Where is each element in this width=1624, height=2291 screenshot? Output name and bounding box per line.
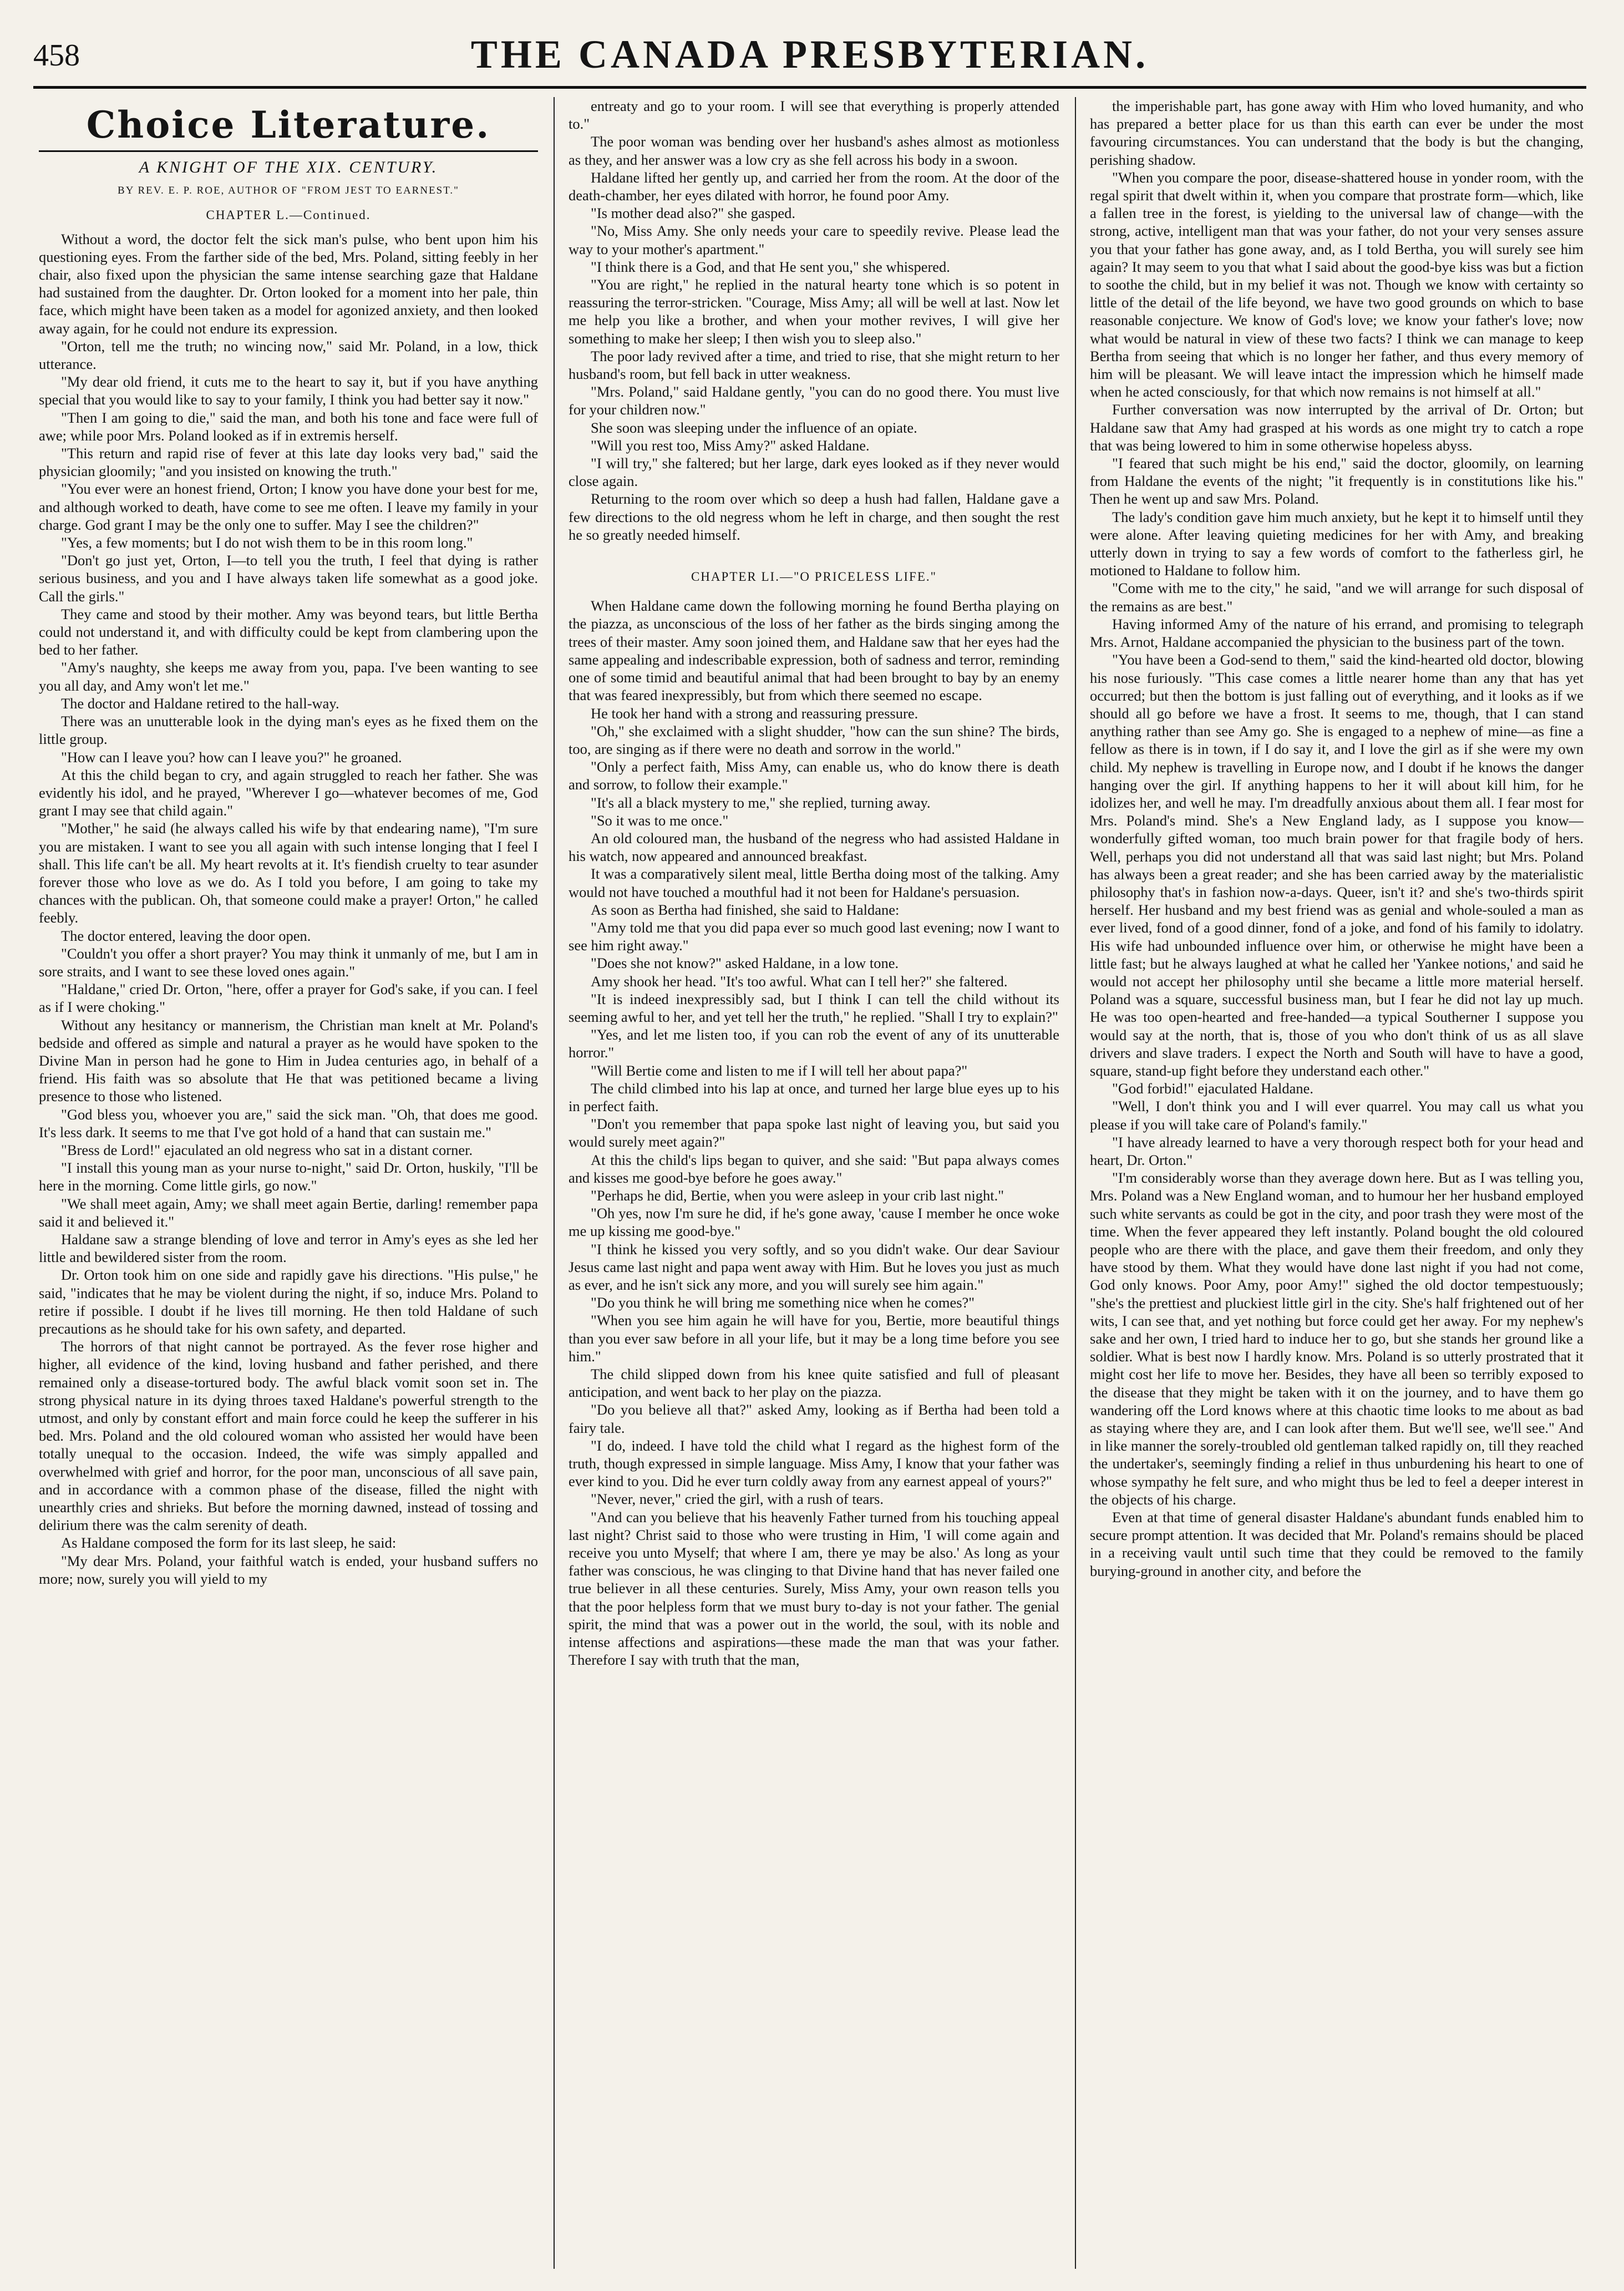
paragraph: "You are right," he replied in the natural hearty tone which is so potent in reassuring the terror-stricken. "Courage, Miss Amy; all will be well at last. Now let me help you like a brother, and when your mother revives, I will give her something to make her sleep; I then wish you to sleep also.": [569, 276, 1059, 347]
paragraphs-col3: [1090, 97, 1584, 1580]
section-title: Choice Literature.: [86, 103, 491, 146]
paragraph: At this the child's lips began to quiver, and she said: "But papa always comes and kisses me good-bye before he goes away.": [569, 1151, 1059, 1186]
paragraph: "Does she not know?" asked Haldane, in a low tone.: [591, 955, 899, 972]
paragraph: When Haldane came down the following morning he found Bertha playing on the piazza, as unconscious of the loss of her father as the birds singing among the trees of their master. Amy soon joined them, and Haldane saw that her eyes had the same appealing and indescribable expression, both of sadness and terror, reminding one of some timid and beautiful animal that had been brought to bay by an enemy that was feared inexpressibly, but from which there seemed no escape.: [569, 597, 1059, 704]
paragraph: She soon was sleeping under the influence of an opiate.: [591, 419, 917, 436]
paragraph: "How can I leave you? how can I leave you?" he groaned.: [61, 748, 402, 766]
paragraph: An old coloured man, the husband of the negress who had assisted Haldane in his watch, now appeared and announced breakfast.: [569, 829, 1059, 865]
paragraph: "It is indeed inexpressibly sad, but I think I can tell the child without its seeming awful to her, and yet tell her the truth," he replied. "Shall I try to explain?": [569, 990, 1059, 1025]
chapter-heading: CHAPTER LI.—"O PRICELESS LIFE.": [691, 570, 937, 584]
paragraph: "Couldn't you offer a short prayer? You may think it unmanly of me, but I am in sore straits, and I want to see these loved ones again.": [39, 945, 538, 980]
paragraph: They came and stood by their mother. Amy was beyond tears, but little Bertha could not understand it, and with difficulty could be kept from clambering upon the bed to her father.: [39, 605, 538, 658]
paragraph: "Mother," he said (he always called his wife by that endearing name), "I'm sure you are mistaken. I want to see you all again with such intense longing that I feel I shall. This life can't be all. My heart revolts at it. It's fiendish cruelty to tear asunder forever those who love as we do. As I told you before, I am going to take my chances with the publican. Oh, that someone could make a prayer! Orton," he called feebly.: [39, 820, 538, 926]
paragraph: the imperishable part, has gone away with Him who loved humanity, and who has prepared a better place for us than this earth can ever be under the most favouring circumstances. You can understand that the body is but the changing, perishing shadow.: [1090, 98, 1584, 168]
paragraph: "I install this young man as your nurse to-night," said Dr. Orton, huskily, "I'll be here in the morning. Come little girls, go now.": [39, 1159, 538, 1194]
paragraph: "God forbid!" ejaculated Haldane.: [1112, 1080, 1314, 1097]
paragraphs-col1: [39, 230, 538, 1588]
paragraph: "Then I am going to die," said the man, and both his tone and face were full of awe; while poor Mrs. Poland looked as if in extremis herself.: [39, 409, 538, 444]
paragraph: "Will Bertie come and listen to me if I will tell her about papa?": [591, 1062, 968, 1079]
column-1: [39, 97, 538, 2269]
paragraph: The horrors of that night cannot be portrayed. As the fever rose higher and higher, all evidence of the kind, loving husband and father perished, and there remained only a disease-tortured body. The awful black vomit soon set in. The strong physical nature in its dying throes taxed Haldane's powerful strength to the utmost, and only by constant effort and main force could he keep the sufferer in his bed. Mrs. Poland and the old coloured woman who assisted her would have been totally unequal to the occasion. Indeed, the wife was simply appalled and overwhelmed with grief and horror, for the poor man, unconscious of all save pain, and in accordance with a common phase of the disease, filled the night with unearthly cries and shrieks. But before the morning dawned, instead of tossing and delirium there was the calm serenity of death.: [39, 1338, 538, 1534]
paragraph: "Oh yes, now I'm sure he did, if he's gone away, 'cause I member he once woke me up kissing me good-bye.": [569, 1205, 1059, 1240]
paragraph: As Haldane composed the form for its last sleep, he said:: [61, 1534, 397, 1552]
paragraph: "When you see him again he will have for you, Bertie, more beautiful things than you ever saw before in all your life, but it may be a long time before you see him.": [569, 1312, 1059, 1365]
paragraph: "When you compare the poor, disease-shattered house in yonder room, with the regal spirit that dwelt within it, when you compare that prostrate form—which, like a fallen tree in the forest, is yielding to the universal law of change—with the strong, active, intelligent man that was your father, do not your very senses assure you that your father has gone away, and, as I told Bertha, you will surely see him again? It may seem to you that what I said about the good-bye kiss was but a fiction to soothe the child, but in my belief it was not. Though we know with certainty so little of the detail of the life beyond, we have two good grounds on which to base reasonable conjecture. We know of God's love; we know your father's love; now what would be natural in view of these two facts? I think we can manage to keep Bertha from seeing that which is no longer her father, and thus every memory of him will be pleasant. We will leave intact the impression which he himself made when he acted consciously, for that which now remains is not himself at all.": [1090, 169, 1584, 401]
paragraph: He took her hand with a strong and reassuring pressure.: [591, 704, 918, 722]
paragraph: "You ever were an honest friend, Orton; I know you have done your best for me, and although worked to death, have come to see me often. I leave my family in your charge. God grant I may be the only one to suffer. May I see the children?": [39, 480, 538, 533]
paragraph: "Yes, and let me listen too, if you can rob the event of any of its unutterable horror.": [569, 1026, 1059, 1061]
title-divider: [39, 150, 538, 152]
paragraph: Having informed Amy of the nature of his errand, and promising to telegraph Mrs. Arnot, Haldane accompanied the physician to the business part of the town.: [1090, 615, 1584, 651]
column-3: [1090, 97, 1584, 2269]
chapter-heading: CHAPTER L.—Continued.: [206, 208, 371, 222]
paragraph: Without any hesitancy or mannerism, the Christian man knelt at Mr. Poland's bedside and offered as simple and natural a prayer as he would have spoken to the Divine Man in person had he gone to Him in Judea centuries ago, in behalf of a friend. His faith was so absolute that He that was petitioned became a living presence to those who listened.: [39, 1016, 538, 1105]
paragraph: "So it was to me once.": [591, 812, 729, 829]
paragraph: "Orton, tell me the truth; no wincing now," said Mr. Poland, in a low, thick utterance.: [39, 337, 538, 373]
newspaper-title: THE CANADA PRESBYTERIAN.: [470, 32, 1149, 77]
paragraph: There was an unutterable look in the dying man's eyes as he fixed them on the little group.: [39, 713, 538, 748]
paragraph: "My dear Mrs. Poland, your faithful watch is ended, your husband suffers no more; now, surely you will yield to my: [39, 1552, 538, 1587]
story-byline: BY REV. E. P. ROE, AUTHOR OF "FROM JEST TO EARNEST.": [118, 185, 459, 197]
paragraph: Dr. Orton took him on one side and rapidly gave his directions. "His pulse," he said, "indicates that he may be violent during the night, if so, induce Mrs. Poland to retire if possible. I doubt if he lives till morning. He then told Haldane of such precautions as he should take for his own safety, and departed.: [39, 1266, 538, 1337]
column-divider: [554, 97, 555, 2269]
paragraph: At this the child began to cry, and again struggled to reach her father. She was evidently his idol, and he prayed, "Wherever I go—whatever becomes of me, God grant I may see that child again.": [39, 766, 538, 819]
paragraph: "And can you believe that his heavenly Father turned from his touching appeal last night? Christ said to those who were trusting in Him, 'I will come again and receive you unto Myself; that where I am, there ye may be also.' As long as your father was conscious, he was clinging to that Divine hand that has never failed one true believer in all these centuries. Surely, Miss Amy, your own reason tells you that the poor helpless form that we must bury to-day is not your father. The genial spirit, the mind that was a power out in the world, the soul, with its noble and intense affections and aspirations—these made the man that was your father. Therefore I say with truth that the man,: [569, 1508, 1059, 1669]
article-columns: [33, 97, 1586, 2269]
paragraph: The doctor and Haldane retired to the hall-way.: [61, 695, 339, 712]
paragraph: "Haldane," cried Dr. Orton, "here, offer a prayer for God's sake, if you can. I feel as if I were choking.": [39, 981, 538, 1016]
paragraph: "Oh," she exclaimed with a slight shudder, "how can the sun shine? The birds, too, are singing as if there were no death and sorrow in the world.": [569, 722, 1059, 757]
paragraph: The poor woman was bending over her husband's ashes almost as motionless as they, and her answer was a low cry as she fell across his body in a swoon.: [569, 133, 1059, 168]
paragraph: The lady's condition gave him much anxiety, but he kept it to himself until they were alone. After leaving quieting medicines for her with Amy, and breaking utterly down in trying to say a few words of comfort to the fatherless girl, he motioned to Haldane to follow him.: [1090, 508, 1584, 579]
paragraph: "Don't go just yet, Orton, I—to tell you the truth, I feel that dying is rather serious business, and you and I have always taken life somewhat as a good joke. Call the girls.": [39, 552, 538, 605]
paragraph: "My dear old friend, it cuts me to the heart to say it, but if you have anything special that you would like to say to your family, I think you had better say it now.": [39, 373, 538, 408]
paragraph: "Perhaps he did, Bertie, when you were asleep in your crib last night.": [591, 1187, 1004, 1204]
paragraphs-col2a: [569, 97, 1059, 544]
paragraph: "I will try," she faltered; but her large, dark eyes looked as if they never would close again.: [569, 455, 1059, 490]
paragraph: "Do you believe all that?" asked Amy, looking as if Bertha had been told a fairy tale.: [569, 1401, 1059, 1436]
paragraph: "I have already learned to have a very thorough respect both for your head and heart, Dr. Orton.": [1090, 1133, 1584, 1168]
paragraph: "Well, I don't think you and I will ever quarrel. You may call us what you please if you will take care of Poland's family.": [1090, 1098, 1584, 1133]
paragraph: The child climbed into his lap at once, and turned her large blue eyes up to his in perfect faith.: [569, 1079, 1059, 1114]
paragraph: Without a word, the doctor felt the sick man's pulse, who bent upon him his questioning eyes. From the farther side of the bed, Mrs. Poland, sitting feebly in her chair, also fixed upon the physician the same intense searching gaze that Haldane had sustained from the daughter. Dr. Orton looked for a moment into her pale, thin face, which might have been taken as a model for agonized anxiety, and then looked away again, for he could not endure its expression.: [39, 230, 538, 337]
paragraph: Even at that time of general disaster Haldane's abundant funds enabled him to secure prompt attention. It was decided that Mr. Poland's remains should be placed in a receiving vault until such time that they could be removed to the family burying-ground in another city, and before the: [1090, 1509, 1584, 1579]
paragraph: Further conversation was now interrupted by the arrival of Dr. Orton; but Haldane saw that Amy had grasped at his words as one might try to catch a rope that was being lowered to him in some otherwise hopeless abyss.: [1090, 401, 1584, 454]
paragraph: "I do, indeed. I have told the child what I regard as the highest form of the truth, though expressed in simple language. Miss Amy, I know that your father was ever kind to you. Did he ever turn coldly away from any earnest appeal of yours?": [569, 1437, 1059, 1490]
paragraph: "Bress de Lord!" ejaculated an old negress who sat in a distant corner.: [61, 1141, 473, 1158]
paragraph: Returning to the room over which so deep a hush had fallen, Haldane gave a few directions to the old negress whom he left in charge, and then sought the rest he so greatly needed himself.: [569, 490, 1059, 543]
paragraph: As soon as Bertha had finished, she said to Haldane:: [591, 901, 900, 918]
paragraph: "This return and rapid rise of fever at this late day looks very bad," said the physician gloomily; "and you insisted on knowing the truth.": [39, 445, 538, 480]
page-header: [33, 25, 1586, 89]
paragraph: "Don't you remember that papa spoke last night of leaving you, but said you would surely meet again?": [569, 1116, 1059, 1150]
paragraph: "Mrs. Poland," said Haldane gently, "you can do no good there. You must live for your children now.": [569, 383, 1059, 418]
paragraph: Amy shook her head. "It's too awful. What can I tell her?" she faltered.: [591, 972, 1008, 990]
paragraph: "It's all a black mystery to me," she replied, turning away.: [591, 794, 931, 811]
paragraph: "Yes, a few moments; but I do not wish them to be in this room long.": [61, 534, 473, 551]
paragraph: "Amy's naughty, she keeps me away from you, papa. I've been wanting to see you all day, and Amy won't let me.": [39, 659, 538, 694]
paragraph: "I think there is a God, and that He sent you," she whispered.: [591, 258, 950, 275]
paragraph: "Will you rest too, Miss Amy?" asked Haldane.: [591, 437, 870, 454]
paragraph: entreaty and go to your room. I will see that everything is properly attended to.": [569, 98, 1059, 133]
paragraph: Haldane lifted her gently up, and carried her from the room. At the door of the death-chamber, her eyes dilated with horror, he found poor Amy.: [569, 169, 1059, 204]
paragraph: "I think he kissed you very softly, and so you didn't wake. Our dear Saviour Jesus came last night and papa went away with Him. But he loves you just as much as ever, and he isn't sick any more, and you will surely see him again.": [569, 1240, 1059, 1293]
paragraph: "Only a perfect faith, Miss Amy, can enable us, who do know there is death and sorrow, to follow their example.": [569, 758, 1059, 793]
paragraph: "We shall meet again, Amy; we shall meet again Bertie, darling! remember papa said it and believed it.": [39, 1195, 538, 1230]
paragraph: The doctor entered, leaving the door open.: [61, 927, 311, 944]
paragraph: "Do you think he will bring me something nice when he comes?": [591, 1294, 975, 1311]
paragraph: It was a comparatively silent meal, little Bertha doing most of the talking. Amy would not have touched a mouthful had it not been for Haldane's persuasion.: [569, 865, 1059, 900]
paragraph: "Never, never," cried the girl, with a rush of tears.: [591, 1491, 884, 1508]
paragraph: "Come with me to the city," he said, "and we will arrange for such disposal of the remains as are best.": [1090, 580, 1584, 615]
paragraph: "You have been a God-send to them," said the kind-hearted old doctor, blowing his nose furiously. "This case comes a little nearer home than any that has yet occurred; but then the bottom is just falling out of everything, and it looks as if we should all go before we have a frost. It seems to me, though, that I can stand anything rather than see Amy go. She is engaged to a nephew of mine—as fine a fellow as there is in town, if I do say it, and I love the girl as if she were my own child. My nephew is travelling in Europe now, and I doubt if he knows the danger hanging over the girl. If anything happens to her it will about kill him, for he idolizes her, and well he may. I'm dreadfully anxious about them all. I fear most for Mrs. Poland's mind. She's a New England lady, as I suppose you know—wonderfully gifted woman, too much brain power for that fragile body of hers. Well, perhaps you did not understand all that was said last night; but Mrs. Poland has always been a great reader; and she has been carried away by the materialistic philosophy that's in fashion now-a-days. Queer, isn't it? and she's two-thirds spirit herself. Her husband and my best friend was as genial and whole-souled a man as ever lived, fond of a good dinner, fond of a joke, and fond of his family to idolatry. His wife had unbounded influence over him, or otherwise he might have been a little fast; but he always laughed at what he called her 'Yankee notions,' and said he would not accept her philosophy until she became a little more material herself. Poland was a square, successful business man, but I fear he did not lay up much. He was too open-hearted and free-handed—a typical Southerner I suppose you would say at the north, that is, those of you who don't think of us as all slave drivers and slave traders. I expect the North and South will have to have a good, square, stand-up fight before they understand each other.": [1090, 651, 1584, 1079]
story-title: A KNIGHT OF THE XIX. CENTURY.: [139, 158, 438, 176]
paragraph: "Is mother dead also?" she gasped.: [591, 205, 795, 222]
column-divider: [1075, 97, 1076, 2269]
column-2: [569, 97, 1059, 2269]
paragraph: "Amy told me that you did papa ever so much good last evening; now I want to see him right away.": [569, 919, 1059, 954]
paragraph: "I feared that such might be his end," said the doctor, gloomily, on learning from Haldane the events of the night; "it frequently is in constitutions like his." Then he went up and saw Mrs. Poland.: [1090, 455, 1584, 508]
paragraph: Haldane saw a strange blending of love and terror in Amy's eyes as she led her little and bewildered sister from the room.: [39, 1230, 538, 1266]
paragraph: "God bless you, whoever you are," said the sick man. "Oh, that does me good. It's less dark. It seems to me that I've got hold of a hand that can sustain me.": [39, 1106, 538, 1141]
paragraph: The child slipped down from his knee quite satisfied and full of pleasant anticipation, and went back to her play on the piazza.: [569, 1366, 1059, 1401]
paragraph: The poor lady revived after a time, and tried to rise, that she might return to her husband's room, but fell back in utter weakness.: [569, 347, 1059, 383]
paragraph: "No, Miss Amy. She only needs your care to speedily revive. Please lead the way to your mother's apartment.": [569, 222, 1059, 257]
paragraphs-col2b: [569, 597, 1059, 1669]
paragraph: "I'm considerably worse than they average down here. But as I was telling you, Mrs. Poland was a New England woman, and to humour her her husband employed such white servants as could be got in the city, and poor trash they were most of the time. When the fever appeared they left instantly. Poland bought the old coloured people who are there with the place, and gave them their freedom, and only they have stood by them. What they would have done last night if you had not come, God only knows. Poor Amy, poor Amy!" sighed the old doctor tempestuously; "she's the prettiest and pluckiest little girl in the city. She's half frightened out of her wits, I can see that, and yet nothing but force could get her away. For my nephew's sake and her own, I tried hard to induce her to go, but she stands her ground like a soldier. What is best now I hardly know. Mrs. Poland is so utterly prostrated that it might cost her life to move her. Besides, they have all been so terribly exposed to the disease that they might be taken with it on the journey, and to have them go wandering off the Lord knows where at this chaotic time looks to me about as bad as staying where they are, and I can look after them. But we'll see, we'll see." And in like manner the sorely-troubled old gentleman talked rapidly on, till they reached the undertaker's, seemingly finding a relief in thus unburdening his heart to one of whose sympathy he felt sure, and who might thus be led to feel a deeper interest in the objects of his charge.: [1090, 1169, 1584, 1508]
page-number: 458: [33, 38, 80, 73]
